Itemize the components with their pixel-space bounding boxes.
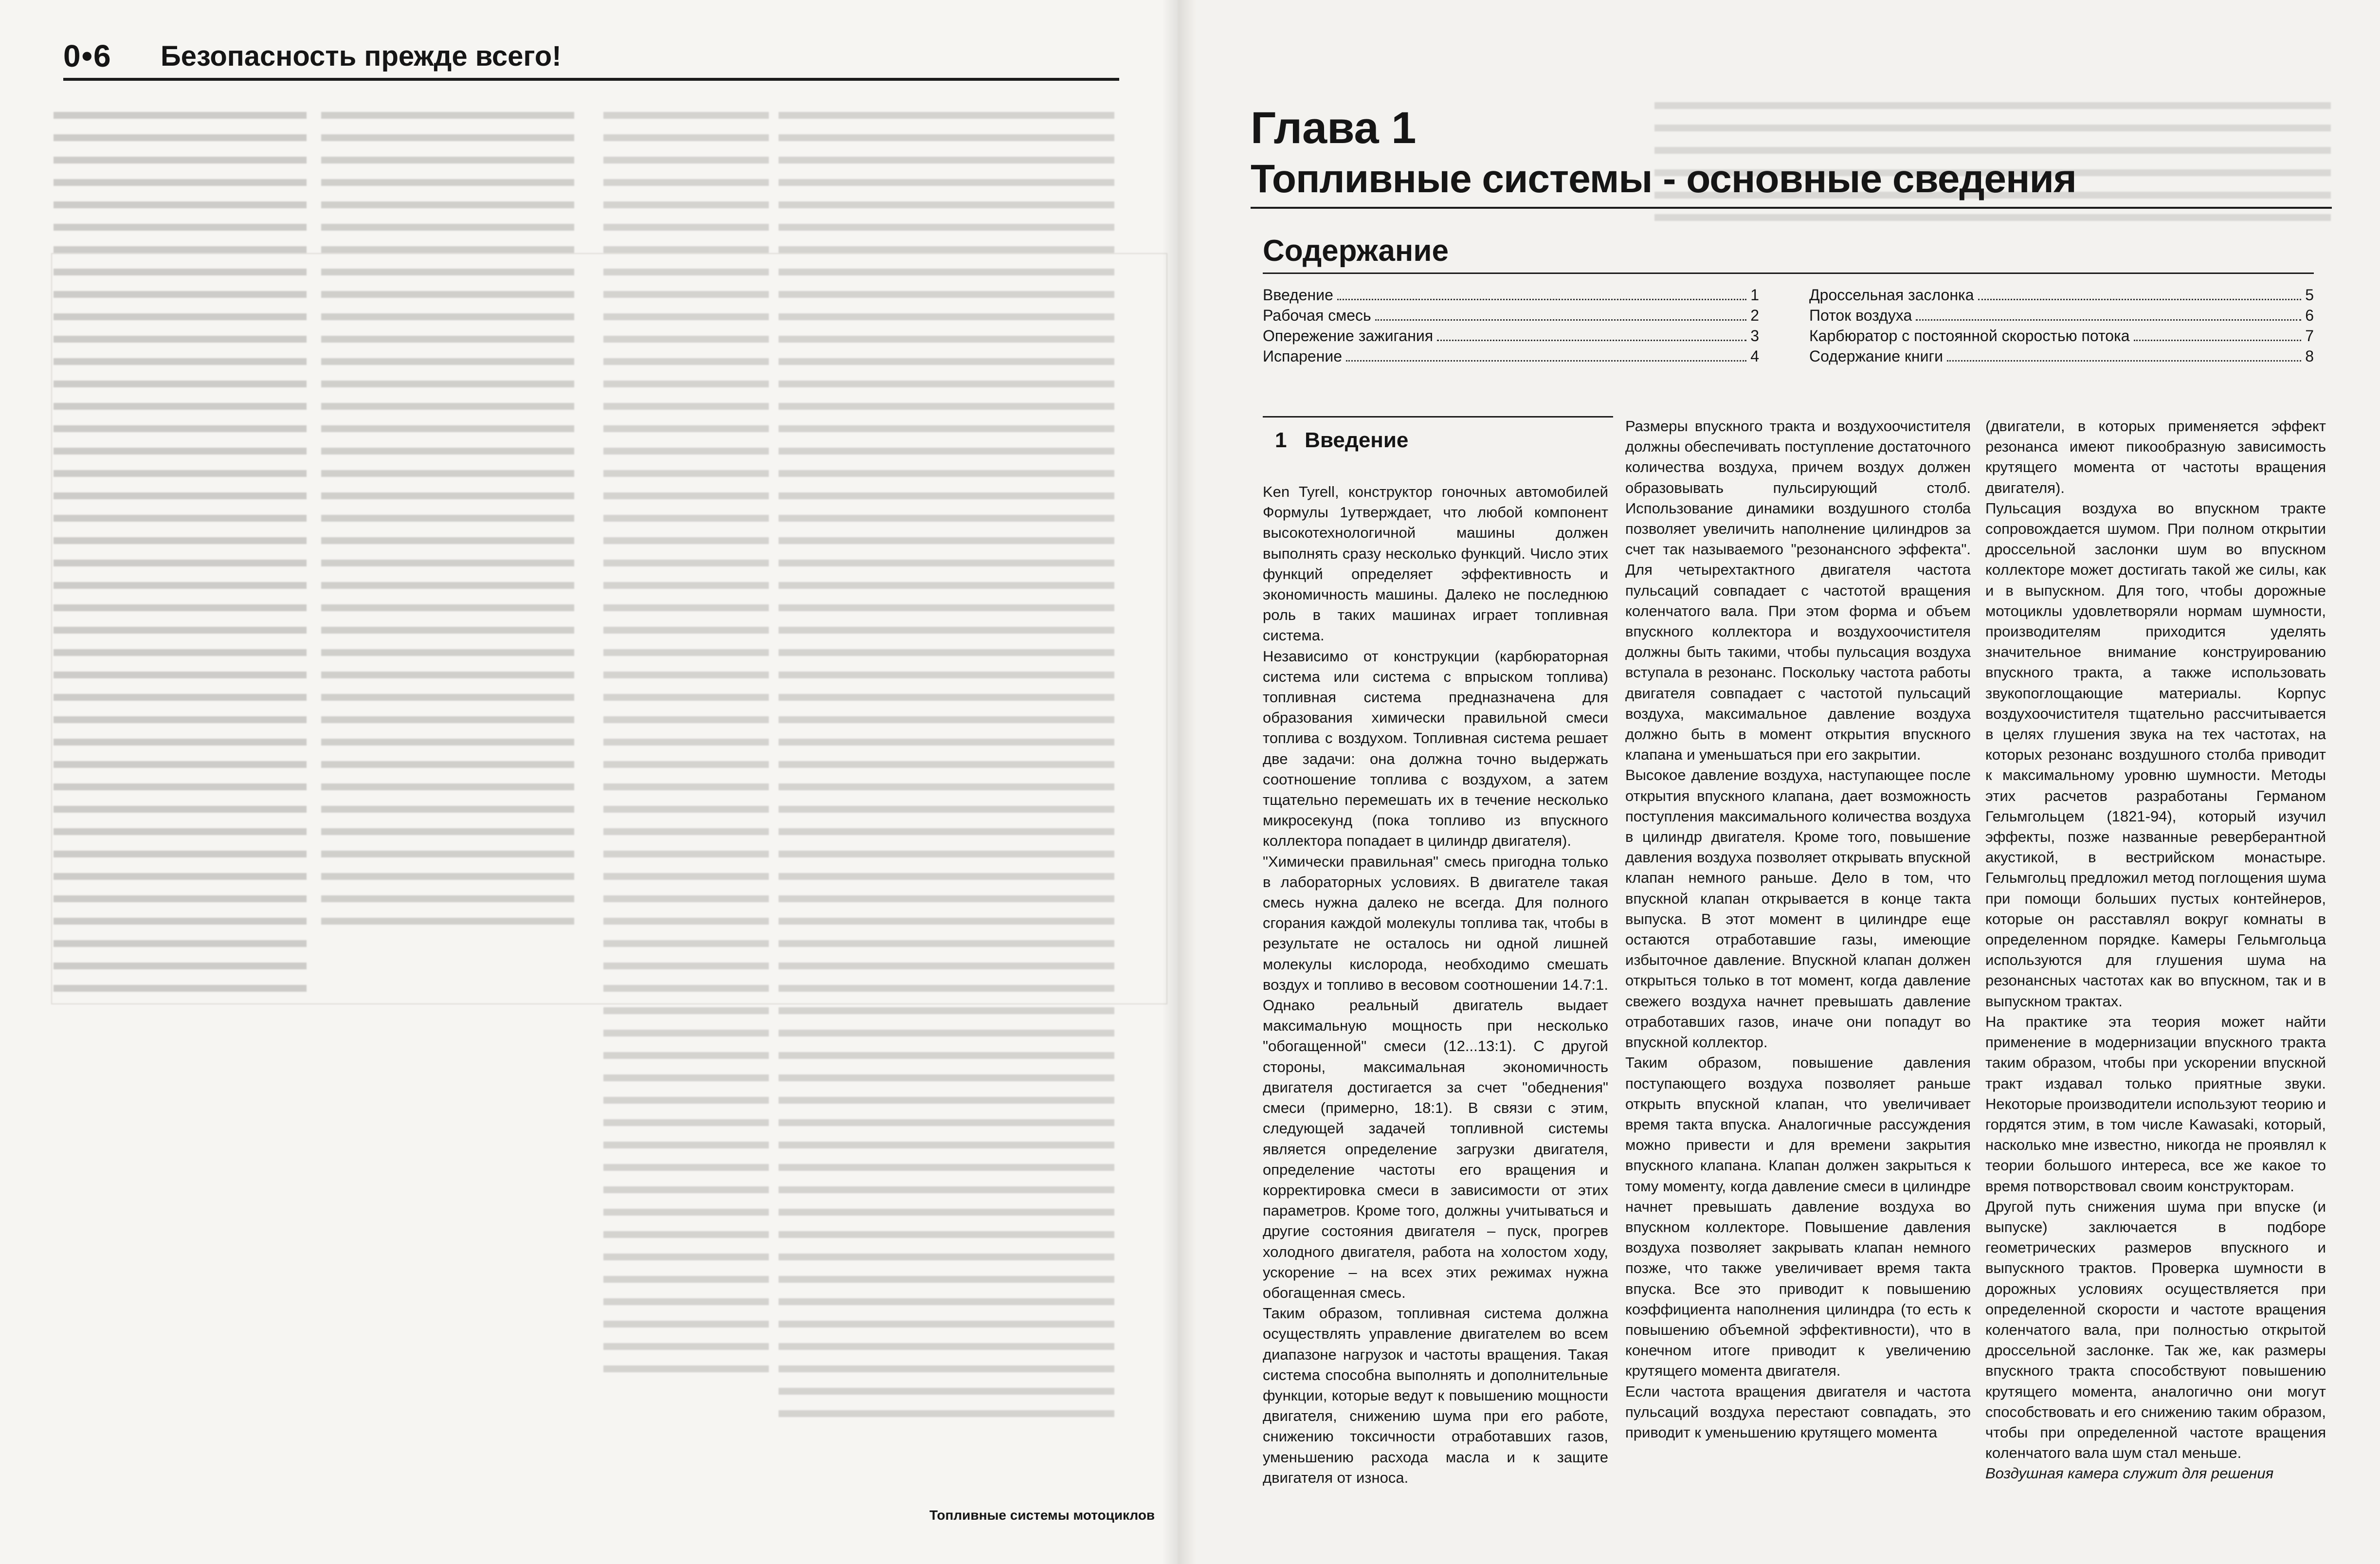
toc-left-column [1263, 285, 1759, 366]
toc-entry[interactable]: Дроссельная заслонка 5 [1809, 286, 2314, 304]
section-title: Введение [1305, 428, 1409, 452]
paragraph: Размеры впускного тракта и воздухоочистителя должны обеспечивать поступление достаточного количества воздуха, причем воздух должен образовывать пульсирующий столб. Использование динамики воздушного столба позволяет увеличить наполнение цилиндров за счет так называемого "резонансного эффекта". Для четырехтактного двигателя частота пульсаций совпадает с частотой вращения коленчатого вала. При этом форма и объем впускного коллектора и воздухоочистителя должны быть такими, чтобы пульсация воздуха вступала в резонанс. Поскольку частота работы двигателя совпадает с частотой пульсаций воздуха, максимальное давление воздуха должно быть в момент открытия впускного клапана и уменьшаться при его закрытии. [1625, 418, 1971, 764]
toc-entry[interactable]: Рабочая смесь 2 [1263, 307, 1759, 324]
paragraph: Если частота вращения двигателя и частота пульсаций воздуха перестают совпадать, это приводит к уменьшению крутящего момента [1625, 1382, 1971, 1441]
toc-heading: Содержание [1263, 234, 1449, 268]
paragraph: Другой путь снижения шума при впуске (и выпуске) заключается в подборе геометрических размеров впускного и выпускного трактов. Проверка шумности в дорожных условиях осуществляется при определенной скорости и частоте вращения коленчатого вала, при полностью открытой дроссельной заслонке. Так же, как размеры впускного тракта способствуют повышению крутящего момента, аналогично они могут способствовать и его снижению таким образом, чтобы при определенной частоте вращения коленчатого вала шум стал меньше. [1985, 1198, 2326, 1462]
chapter-label: Глава 1 [1251, 103, 1417, 153]
paragraph: "Химически правильная" смесь пригодна только в лабораторных условиях. В двигателе такая смесь нужна далеко не всегда. Для полного сгорания каждой молекулы топлива так, чтобы в результате не осталось ни одной лишней молекулы кислорода, необходимо смешать воздух и топливо в весовом соотношении 14.7:1. Однако реальный двигатель выдает максимальную мощность при несколько "обогащенной" смеси (12...13:1). С другой стороны, максимальная экономичность двигателя достигается за счет "обеднения" смеси (примерно, 18:1). В связи с этим, следующей задачей топливной системы является определение загрузки двигателя, определение частоты его вращения и корректировка смеси в зависимости от этих параметров. Кроме того, должны учитываться и другие состояния двигателя – пуск, прогрев холодного двигателя, работа на холостом ходу, ускорение – на всех этих режимах нужна обогащенная смесь. [1263, 853, 1608, 1301]
chapter-rule [1251, 207, 2332, 209]
bleedthrough-header [1693, 33, 2345, 67]
paragraph: Таким образом, топливная система должна осуществлять управление двигателем во всем диапазоне нагрузок и частоты вращения. Такая система способна выполнять и дополнительные функции, которые ведут к повышению мощности двигателя, снижению шума при его работе, снижению токсичности отработавших газов, уменьшению расхода масла и к защите двигателя от износа. [1263, 1305, 1608, 1486]
left-page-footer: Топливные системы мотоциклов [929, 1508, 1155, 1523]
section-rule [1263, 416, 1613, 418]
chapter-title: Топливные системы - основные сведения [1251, 157, 2076, 201]
body-column-2 [1625, 416, 1971, 1443]
toc-entry[interactable]: Испарение 4 [1263, 347, 1759, 365]
toc-entry[interactable]: Содержание книги 8 [1809, 347, 2314, 365]
paragraph: Независимо от конструкции (карбюраторная система или система с впрыском топлива) топливная система предназначена для образования химически правильной смеси топлива с воздухом. Топливная система решает две задачи: она должна точно выдержать соотношение топлива с воздухом, а затем тщательно перемешать их в течение несколько микросекунд (пока топливо из впускного коллектора попадает в цилиндр двигателя). [1263, 647, 1608, 850]
toc-right-column [1809, 285, 2314, 366]
paragraph: Таким образом, повышение давления поступающего воздуха позволяет раньше открыть впускной клапан, что увеличивает время такта впуска. Аналогичные рассуждения можно привести и для времени закрытия впускного клапана. Клапан должен закрыться к тому моменту, когда давление смеси в цилиндре начнет превышать давление воздуха во впускном коллекторе. Повышение давления воздуха позволяет закрывать клапан немного позже, что также увеличивает время такта впуска. Все это приводит к повышению коэффициента наполнения цилиндра (то есть к повышению объемной эффективности), что в конечном итоге приводит к увеличению крутящего момента двигателя. [1625, 1054, 1971, 1380]
toc-rule [1263, 273, 2314, 274]
left-running-title: Безопасность прежде всего! [161, 40, 562, 72]
chapter-heading [1251, 101, 2331, 203]
paragraph: (двигатели, в которых применяется эффект резонанса имеют пикообразную зависимость крутящего момента от частоты вращения двигателя). [1985, 418, 2326, 496]
toc-entry[interactable]: Поток воздуха 6 [1809, 307, 2314, 324]
toc-entry[interactable]: Карбюратор с постоянной скоростью потока 7 [1809, 327, 2314, 345]
body-column-1 [1263, 482, 1608, 1488]
paragraph: Ken Tyrell, конструктор гоночных автомобилей Формулы 1утверждает, что любой компонент высокотехнологичной машины должен выполнять сразу несколько функций. Число этих функций определяет эффективность и экономичность машины. Далеко не последнюю роль в таких машинах играет топливная система. [1263, 483, 1608, 644]
paragraph: На практике эта теория может найти применение в модернизации впускного тракта таким образом, чтобы при ускорении впускной тракт издавал только приятные звуки. Некоторые производители используют теорию и гордятся этим, в том числе Kawasaki, который, насколько мне известно, никогда не проявлял к теории большого интереса, все же какое то время потворствовал своим конструкторам. [1985, 1013, 2326, 1195]
toc-entry[interactable]: Введение 1 [1263, 286, 1759, 304]
paragraph: Высокое давление воздуха, наступающее после открытия впускного клапана, дает возможность поступления максимального количества воздуха в цилиндр двигателя. Кроме того, повышение давления воздуха позволяет открывать впускной клапан немного раньше. Дело в том, что впускной клапан открывается в конце такта выпуска. В этот момент в цилиндре еще остаются отработавшие газы, имеющие избыточное давление. Впускной клапан должен открыться только в тот момент, когда давление свежего воздуха начнет превышать давление отработавших газов, иначе они попадут во впускной коллектор. [1625, 766, 1971, 1051]
left-page-header [63, 34, 1119, 80]
paragraph: Пульсация воздуха во впускном тракте сопровождается шумом. При полном открытии дроссельной заслонки шум во впускном коллекторе может достигать такой же силы, как и в выпускном. Для того, чтобы дорожные мотоциклы удовлетворяли нормам шумности, производителям приходится уделять значительное внимание конструированию впускного тракта, а также использовать звукопоглощающие материалы. Корпус воздухоочистителя тщательно рассчитывается в целях глушения звука на тех частотах, на которых резонанс воздушного столба приводит к максимальному уровню шумности. Методы этих расчетов разработаны Германом Гельмгольцем (1821-94), который изучил эффекты, позже названные реверберантной акустикой, в вестрийском монастыре. Гельмгольц предложил метод поглощения шума при помощи больших пустых контейнеров, которые он расставлял вокруг комнаты в определенном порядке. Камеры Гельмгольца используются для глушения шума на резонансных частотах как во впускном, так и в выпускном трактах. [1985, 499, 2326, 1010]
section-heading [1275, 428, 1408, 453]
paragraph: Воздушная камера служит для решения [1985, 1465, 2274, 1482]
left-header-rule [63, 78, 1119, 81]
section-number: 1 [1275, 428, 1287, 452]
bleedthrough-frame [51, 253, 1167, 1004]
left-page-number: 0•6 [63, 38, 112, 73]
toc-entry[interactable]: Опережение зажигания 3 [1263, 327, 1759, 345]
body-column-3 [1985, 416, 2326, 1484]
book-gutter [1162, 0, 1196, 1564]
